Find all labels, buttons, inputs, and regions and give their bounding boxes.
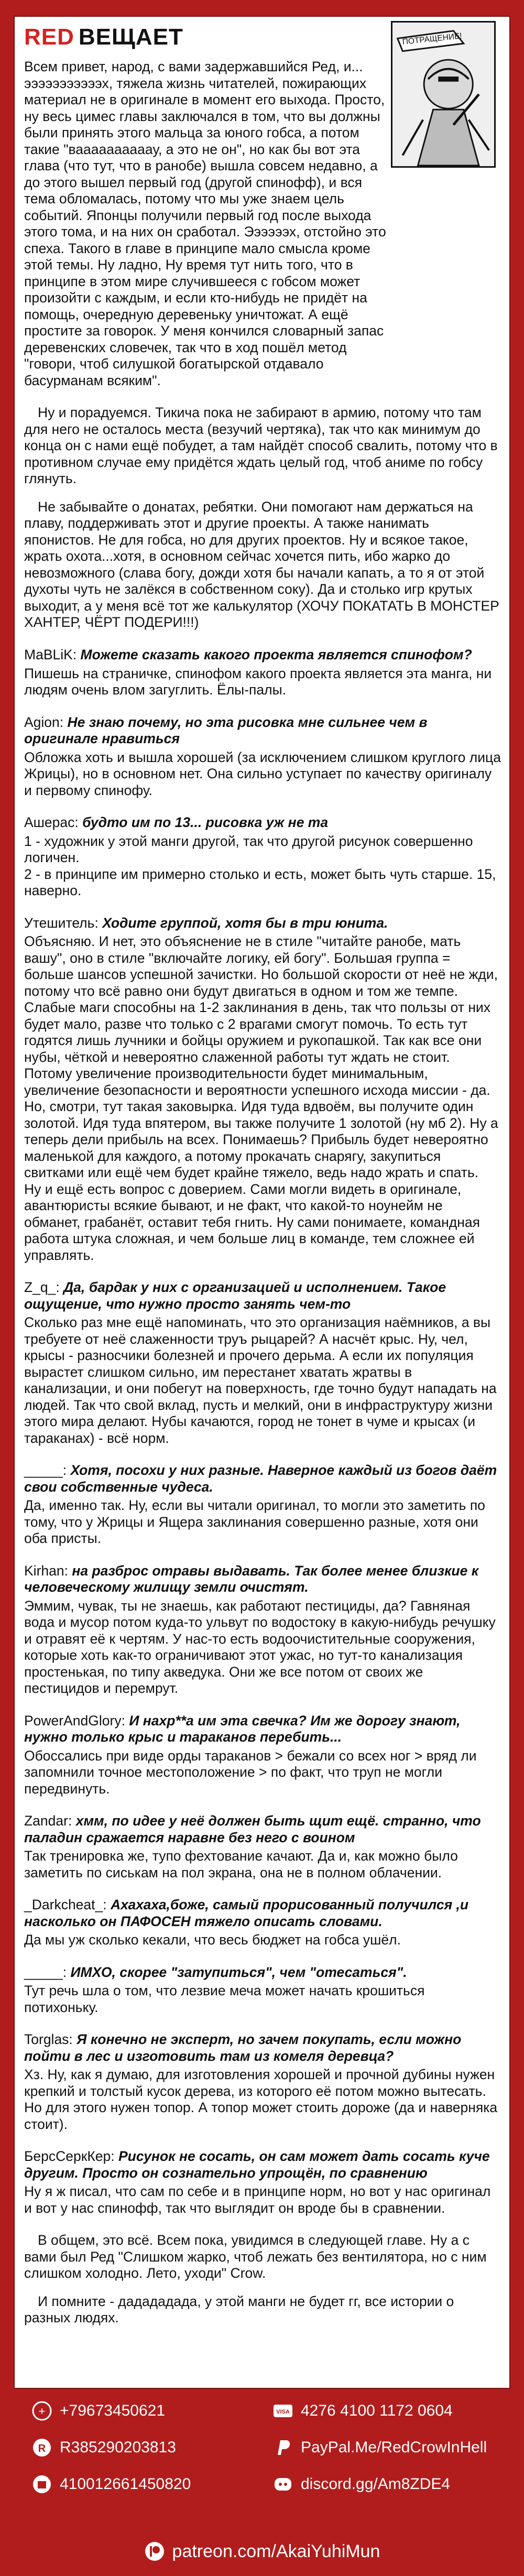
brand-logo xyxy=(24,24,183,50)
commenter-name: Kirhan: xyxy=(24,1562,68,1579)
commenter-name: Z_q_: xyxy=(24,1279,60,1295)
commenter-name: Agion: xyxy=(24,714,64,730)
commenter-name: MaBLiK: xyxy=(24,647,77,662)
commenter-name: БерсСеркКер: xyxy=(24,2148,115,2164)
comment-quote: Да, бардак у них с организацией и исполнением. Такое ощущение, что нужно просто занять чем-то xyxy=(24,1279,446,1312)
outro-paragraph: И помните - дадададада, у этой манги не будет гг, все истории о разных людях. xyxy=(24,2293,454,2325)
qa-question xyxy=(24,714,501,747)
qa-answer: Сколько раз мне ещё напоминать, что это организация наёмников, а вы требуете от неё слаженности труъ рыцарей? А насчёт крыс. Ну, чел, крысы - разносчики болезней и прочего дерьма. А если их популяция вырастет слишком сильно, им перестанет хватать жратвы в канализации, и они побегут на поверхность, где точно будут нападать на людей. Так что свой вклад, пусть и мелкий, они в инфраструктуру жизни этого мира делают. Нубы качаются, город не тонет в чуме и крысах (и тараканах) - всё норм. xyxy=(24,1314,497,1446)
comment-quote: Не знаю почему, но эта рисовка мне сильнее чем в оригинале нравиться xyxy=(24,714,428,746)
footer-discord[interactable] xyxy=(272,2474,450,2495)
commenter-name: Ашерас: xyxy=(24,814,79,830)
qa-answer: Тут речь шла о том, что лезвие меча может начать крошиться потихоньку. xyxy=(24,1983,425,2015)
footer-phone[interactable] xyxy=(31,2400,165,2421)
qa-answer: Эммим, чувак, ты не знаешь, как работают пестициды, да? Гавняная вода и мусор потом куда-то ульвут по водостоку в какую-нибудь речушку и отравят её к чертям. У нас-то есть водоочистительные сооружения, которые хоть как-то ограничивают этот ужас, но тут-то канализация простенькая, по типу акведука. Они же все потом от своих же пестицидов и перемрут. xyxy=(24,1597,496,1696)
qa-answer: 1 - художник у этой манги другой, так что другой рисунок совершенно логичен. 2 - в принципе им примерно столько и есть, может быть чуть старше. 15, наверно. xyxy=(24,833,496,898)
svg-text:R: R xyxy=(38,2443,46,2454)
intro-paragraph: Не забывайте о донатах, ребятки. Они помогают нам держаться на плаву, поддерживать этот и другие проекты. А также нанимать японистов. Не для гобса, но для других проектов. Ну и всякое такое, жрать охота...хотя, в основном сейчас хочется пить, ибо жарко до невозможного (слава богу, дожди хотя бы начали капать, а то я от этой духоты чуть не залёкся в собственном соку). Да и столько игр крутых выходит, а у меня всё тот же калькулятор (ХОЧУ ПОКАТАТЬ В МОНСТЕР ХАНТЕР, ЧЁРТ ПОДЕРИ!!!) xyxy=(24,498,499,630)
footer-patreon[interactable] xyxy=(0,2541,524,2562)
outro-paragraph: В общем, это всё. Всем пока, увидимся в следующей главе. Ну а с вами был Ред "Слишком жарко, чтоб лежать без вентилятора, но с ним слишком холодно. Лето, уходи" Crow. xyxy=(24,2232,487,2281)
comic-speech: ПОТРАЩЕНИЕ! xyxy=(402,31,463,47)
qa-answer: Хз. Ну, как я думаю, для изготовления хорошей и прочной дубины нужен крепкий и толстый кусок дерева, из которого её потом можно вытесать. Но для этого нужен топор. А топор может стоить дороже (да и наверняка стоит). xyxy=(24,2067,498,2132)
commenter-name: Утешитель: xyxy=(24,915,99,931)
footer-webmoney[interactable] xyxy=(31,2437,176,2458)
footer-webmoney-text: R385290203813 xyxy=(60,2439,176,2456)
comment-quote: Можете сказать какого проекта является спинофом? xyxy=(80,647,472,662)
qa-answer: Пишешь на страничке, спинофом какого проекта является эта манга, ни людям очень влом загуглить. Ёлы-палы. xyxy=(24,665,492,698)
footer-wallet[interactable] xyxy=(31,2474,191,2495)
wallet-icon xyxy=(31,2474,52,2495)
qa-answer: Объясняю. И нет, это объяснение не в стиле "читайте ранобе, мать вашу", оно в стиле "включайте логику, ей богу". Большая группа = больше шансов успешной зачистки. Но большой скорости от неё не жди, потому что всё равно они будут двигаться в одном и том же темпе. Слабые маги способны на 1-2 заклинания в день, так что пользы от них будет мало, разве что только с 2 врагами смогут помочь. То есть тут годятся лишь лучники и бойцы оружием и рукопашкой. Так как все они нубы, чёткой и невероятно слаженной работы тут ждать не стоит. Потому увеличение производительности будет минимальным, увеличение безопасности и вероятности успешного исхода миссии - да. Но, смотри, тут такая заковырка. Идя туда вдвоём, вы получите один золотой. Идя туда впятером, вы также получите 1 золотой (ну мб 2). Ну а теперь дели прибыль на всех. Понимаешь? Прибыль будет невероятно маленькой для каждого, а потому прокачать снарягу, закупиться свитками или ещё чем будет крайне тяжело, ведь надо жрать и спать. Ну и ещё есть вопрос с доверием. Сами могли видеть в оригинале, авантюристы всякие бывают, и не факт, что какой-то ноунейм не обманет, грабанёт, оставит тебя гнить. Ну сами понимаете, командная работа штука сложная, и чем больше лиц в команде, тем сложнее ей управлять. xyxy=(24,933,498,1263)
footer-discord-text: discord.gg/Am8ZDE4 xyxy=(301,2475,451,2493)
comment-quote: Хотя, посохи у них разные. Наверное каждый из богов даёт свои собственные чудеса. xyxy=(24,1462,497,1495)
commenter-name: Torglas: xyxy=(24,2031,73,2047)
comment-quote: Ходите группой, хотя бы в три юнита. xyxy=(102,915,388,931)
paypal-icon xyxy=(272,2437,293,2458)
intro-block-wide xyxy=(24,405,501,643)
donation-footer xyxy=(0,2389,524,2576)
comment-quote: И нахр**а им эта свечка? Им же дорогу знают, нужно только крыс и тараканов перебить... xyxy=(24,1712,461,1745)
brand-title: ВЕЩАЕТ xyxy=(78,24,183,50)
qa-question xyxy=(24,1964,501,1981)
qa-answer: Да мы уж сколько кекали, что весь бюджет на гобса ушёл. xyxy=(24,1932,401,1948)
comment-quote: будто им по 13... рисовка уж не та xyxy=(82,814,329,830)
intro-paragraph: Всем привет, народ, с вами задержавшийся Ред, и... эээээээээээх, тяжела жизнь читателей, пожирающих материал не в оригинале в момент его выхода. Просто, ну весь цимес главы заключался в том, что вы должны были принять этого мальца за юного гобса, а потом такие "ваааааааааау, а это не он", но как бы вот эта глава (что тут, что в ранобе) вышла совсем недавно, а до этого вышел первый год (другой спинофф), и вся тема обломалась, потому что мы уже знаем цель событий. Японцы получили первый год после выхода этого тома, и на них он сработал. Ээээээх, отстойно это спеха. Такого в главе в принципе мало смысла кроме этой темы. Ну ладно, Ну время тут нить того, что в принципе в этом мире случившееся с гобсом может произойти с каждым, и если кто-нибудь не придёт на помощь, очередную деревеньку уничтожат. А ещё простите за говорок. У меня кончился словарный запас деревенских словечек, так что в ход пошёл метод "говори, чтоб силушкой богатырской отдавало басурманам всяким". xyxy=(24,59,386,388)
qa-answer: Ну я ж писал, что сам по себе и в принципе норм, но вот у нас оригинал и вот у нас спинофф, так что выглядит он вроде бы в сравнении. xyxy=(24,2183,491,2216)
qa-question xyxy=(24,2031,501,2064)
qa-section xyxy=(24,647,501,2338)
footer-paypal[interactable] xyxy=(272,2437,487,2458)
qa-answer: Обложка хоть и вышла хорошей (за исключением слишком круглого лица Жрицы), но в основном нет. Она сильно уступает по качеству оригиналу и первому спинофу. xyxy=(24,749,501,798)
comic-illustration xyxy=(391,21,496,168)
comment-quote: на разброс отравы выдавать. Так более менее близкие к человеческому жилищу земли очистят. xyxy=(24,1562,479,1595)
commenter-name: PowerAndGlory: xyxy=(24,1712,125,1729)
footer-wallet-text: 410012661450820 xyxy=(60,2475,191,2493)
commenter-name: _Darkcheat_: xyxy=(24,1897,107,1912)
footer-patreon-text: patreon.com/AkaiYuhiMun xyxy=(172,2541,380,2561)
comment-quote: Я конечно не эксперт, но зачем покупать, если можно пойти в лес и изготовить там из комеля деревца? xyxy=(24,2031,462,2064)
comment-quote: хмм, по идее у неё должен быть щит ещё. странно, что паладин сражается наравне без него с воином xyxy=(24,1813,481,1845)
article-panel xyxy=(14,16,510,2389)
svg-text:VISA: VISA xyxy=(276,2409,290,2415)
footer-card-text: 4276 4100 1172 0604 xyxy=(301,2402,453,2419)
qa-question xyxy=(24,1563,501,1596)
footer-phone-text: +79673450621 xyxy=(60,2402,166,2419)
phone-icon xyxy=(31,2400,52,2421)
qa-question xyxy=(24,1897,501,1930)
patreon-icon xyxy=(144,2541,165,2562)
qa-answer: Обоссались при виде орды тараканов > бежали со всех ног > вряд ли запомнили точное местоположение > по факт, что труп не могли передвинуть. xyxy=(24,1747,477,1797)
intro-block xyxy=(24,59,391,400)
comic-drawing xyxy=(392,23,494,166)
comment-quote: Ахахаха,боже, самый прорисованный получился ,и насколько он ПАФОСЕН тяжело описать словами. xyxy=(24,1897,469,1929)
webmoney-icon xyxy=(31,2437,52,2458)
intro-paragraph: Ну и порадуемся. Тикича пока не забирают в армию, потому что там для него не осталось места (везучий чертяка), так что как минимум до конца он с нами ещё побудет, а там найдёт способ свалить, потому что в противном случае ему придётся ждать целый год, чтоб аниме по гобсу глянуть. xyxy=(24,405,498,486)
commenter-name: _____: xyxy=(24,1964,67,1980)
comment-quote: Рисунок не сосать, он сам может дать сосать куче другим. Просто он сознательно упрощён, по сравнению xyxy=(24,2148,490,2181)
qa-answer: Да, именно так. Ну, если вы читали оригинал, то могли это заметить по тому, что у Жрицы и Ящера заклинания совершенно разные, хотя они оба присты. xyxy=(24,1497,485,1546)
qa-question xyxy=(24,1462,501,1495)
discord-icon xyxy=(272,2474,293,2495)
commenter-name: _____: xyxy=(24,1462,67,1478)
footer-card[interactable] xyxy=(272,2400,453,2421)
brand-red: RED xyxy=(24,24,74,50)
qa-question xyxy=(24,1813,501,1846)
footer-paypal-text: PayPal.Me/RedCrowInHell xyxy=(301,2439,487,2456)
qa-question xyxy=(24,814,501,831)
qa-question xyxy=(24,2148,501,2181)
visa-card-icon xyxy=(272,2400,293,2421)
qa-question xyxy=(24,1713,501,1746)
comment-quote: ИМХО, скорее "затупиться", чем "отесаться". xyxy=(70,1964,407,1980)
svg-text:+: + xyxy=(38,2405,46,2418)
commenter-name: Zandar: xyxy=(24,1813,72,1829)
qa-question xyxy=(24,915,501,932)
qa-answer: Так тренировка же, тупо фехтование качают. Да и, как можно было заметить по сиськам на пол экрана, она не в полном облачении. xyxy=(24,1848,458,1881)
qa-question xyxy=(24,1279,501,1312)
qa-question xyxy=(24,647,501,664)
